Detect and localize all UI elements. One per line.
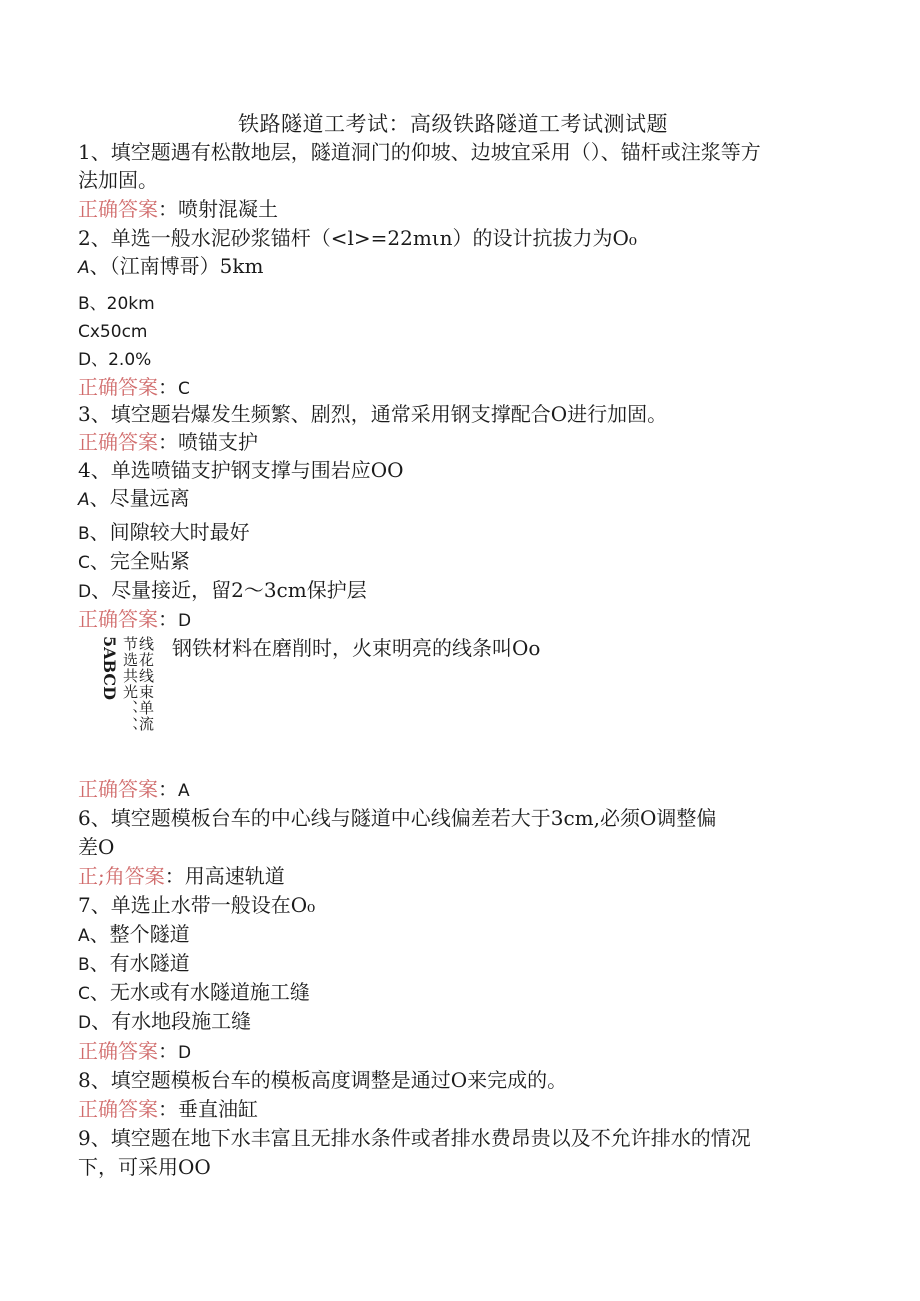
question-5-stem: 钢铁材料在磨削时，火束明亮的线条叫Oo (172, 636, 541, 660)
answer-7-value: D (178, 1043, 192, 1063)
question-5-vertical-col-2: 线花线束单流 (137, 636, 155, 732)
answer-label: 正;角答案 (78, 864, 165, 888)
question-4-line-1: 4、单选喷锚支护钢支撑与围岩应OO (78, 458, 404, 482)
question-9-line-2: 下，可采用OO (78, 1155, 211, 1179)
answer-1-value: 喷射混凝土 (178, 197, 278, 221)
question-7-option-a: A、整个隧道 (78, 922, 190, 946)
answer-7: 正确答案：D (78, 1039, 192, 1063)
question-6-line-2: 差O (78, 835, 115, 859)
answer-6: 正;角答案：用高速轨道 (78, 864, 285, 888)
question-4-option-d: D、尽量接近，留2〜3cm保护层 (78, 578, 367, 602)
page-title: 铁路隧道工考试：高级铁路隧道工考试测试题 (238, 112, 668, 136)
question-2-option-d: D、2.0% (78, 350, 152, 370)
question-5-vertical-col-1: 节选共光、、、、 (121, 636, 139, 742)
question-2-option-c: Cx50cm (78, 322, 148, 342)
answer-label: 正确答案 (78, 777, 158, 801)
answer-8-value: 垂直油缸 (178, 1097, 258, 1121)
answer-2: 正确答案：C (78, 375, 190, 399)
question-4-option-c: C、完全贴紧 (78, 549, 190, 573)
question-3-line-1: 3、填空题岩爆发生频繁、剧烈，通常采用钢支撑配合O进行加固。 (78, 402, 668, 426)
question-9-line-1: 9、填空题在地下水丰富且无排水条件或者排水费昂贵以及不允许排水的情况 (78, 1126, 751, 1150)
question-7-line-1: 7、单选止水带一般设在O₀ (78, 893, 316, 917)
question-1-line-1: 1、填空题遇有松散地层，隧道洞门的仰坡、边坡宜采用（）、锚杆或注浆等方 (78, 140, 761, 164)
answer-label: 正确答案 (78, 197, 158, 221)
question-2-option-a: A、（江南博哥）5km (78, 254, 264, 278)
question-5-vertical-number: 5ABCD (100, 636, 119, 700)
question-4-option-a: A、尽量远离 (78, 486, 190, 510)
question-2-option-b: B、20km (78, 294, 155, 314)
answer-1 (78, 195, 278, 223)
answer-label: 正确答案 (78, 430, 158, 454)
question-6-line-1: 6、填空题模板台车的中心线与隧道中心线偏差若大于3cm,必须O调整偏 (78, 806, 717, 830)
answer-4: 正确答案：D (78, 607, 192, 631)
answer-5: 正确答案：A (78, 777, 190, 801)
question-8-line-1: 8、填空题模板台车的模板高度调整是通过O来完成的。 (78, 1068, 568, 1092)
question-7-option-d: D、有水地段施工缝 (78, 1009, 252, 1033)
answer-6-value: 用高速轨道 (184, 864, 285, 888)
answer-label: 正确答案 (78, 1039, 158, 1063)
question-7-option-c: C、无水或有水隧道施工缝 (78, 980, 310, 1004)
answer-label: 正确答案 (78, 375, 158, 399)
answer-4-value: D (178, 611, 192, 631)
answer-label: 正确答案 (78, 607, 158, 631)
question-2-line-1: 2、单选一般水泥砂浆锚杆（<l>=22mιn）的设计抗拔力为O₀ (78, 226, 637, 250)
answer-5-value: A (178, 781, 190, 801)
answer-8: 正确答案：垂直油缸 (78, 1097, 258, 1121)
question-4-option-b: B、间隙较大时最好 (78, 520, 250, 544)
answer-label: 正确答案 (78, 1097, 158, 1121)
question-1-line-2: 法加固。 (78, 168, 158, 192)
answer-2-value: C (178, 379, 190, 399)
answer-3: 正确答案：喷锚支护 (78, 430, 258, 454)
answer-separator: ： (158, 197, 178, 221)
question-7-option-b: B、有水隧道 (78, 951, 190, 975)
answer-3-value: 喷锚支护 (178, 430, 258, 454)
